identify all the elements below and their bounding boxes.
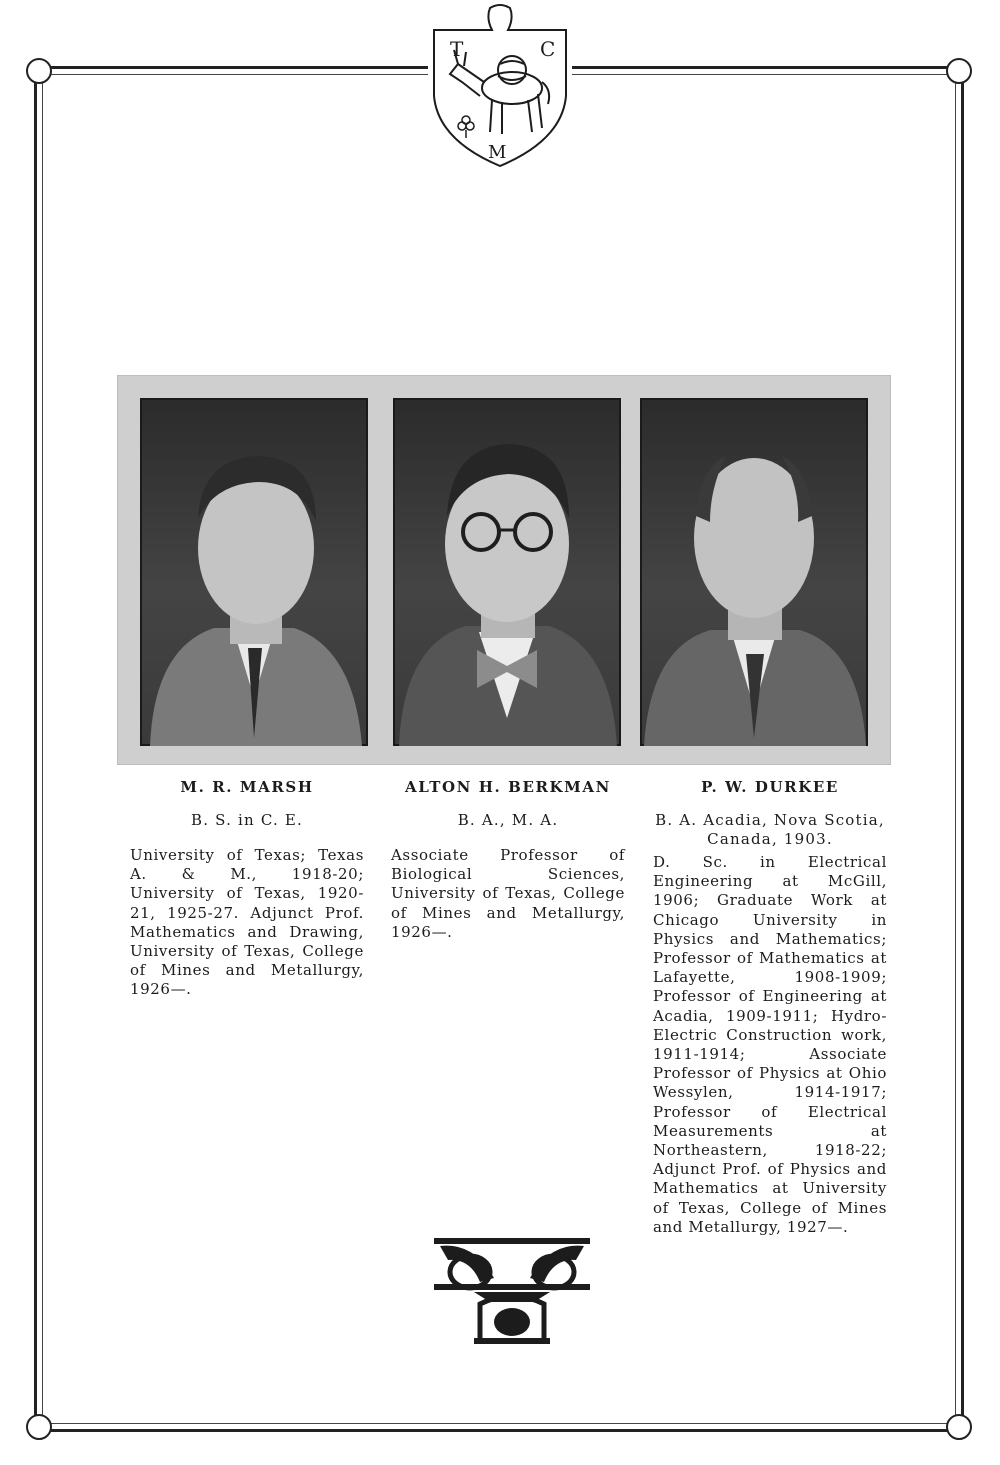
faculty-column-marsh [130,778,364,1000]
decorative-ornament [434,1238,590,1344]
border-corner-ornament [26,58,52,84]
border-corner-ornament [946,58,972,84]
faculty-bio: D. Sc. in Electrical Engineering at McGill, 1906; Graduate Work at Chicago University in Physics and Mathematics; Professor of Mathematics at Lafayette, 1908-1909; Professor of Engineering at Acadia, 1909-1911; Hydro-Electric Construction work, 1911-1914; Associate Professor of Physics at Ohio Wessylen, 1914-1917; Professor of Electrical Measurements at Northeastern, 1918-22; Adjunct Prof. of Physics and Mathematics at University of Texas, College of Mines and Metallurgy, 1927—. [653,853,887,1236]
faculty-column-durkee [653,778,887,1237]
faculty-bio: University of Texas; Texas A. & M., 1918-20; University of Texas, 1920-21, 1925-27. Adjunct Prof. Mathematics and Drawing, University of Texas, College of Mines and Metallurgy, 1926—. [130,846,364,999]
faculty-column-berkman [391,778,625,942]
faculty-bio: Associate Professor of Biological Sciences, University of Texas, College of Mines and Metallurgy, 1926—. [391,846,625,941]
portrait-strip [117,375,891,765]
crest-letter-t: T [450,37,464,61]
ornament-icon [434,1238,590,1344]
faculty-name: P. W. DURKEE [701,778,839,796]
faculty-degree: B. A., M. A. [457,811,559,829]
school-crest [428,0,572,168]
border-corner-ornament [26,1414,52,1440]
faculty-name: ALTON H. BERKMAN [405,778,611,796]
faculty-degree: B. A. Acadia, Nova Scotia, Canada, 1903. [655,811,885,848]
border-corner-ornament [946,1414,972,1440]
crest-letter-m: M [488,142,507,163]
crest-letter-c: C [540,37,556,61]
faculty-name: M. R. MARSH [180,778,314,796]
portrait-marsh [140,398,368,746]
portrait-durkee [640,398,868,746]
crest-shield-icon [428,0,572,168]
faculty-degree: B. S. in C. E. [190,811,304,829]
portrait-berkman [393,398,621,746]
